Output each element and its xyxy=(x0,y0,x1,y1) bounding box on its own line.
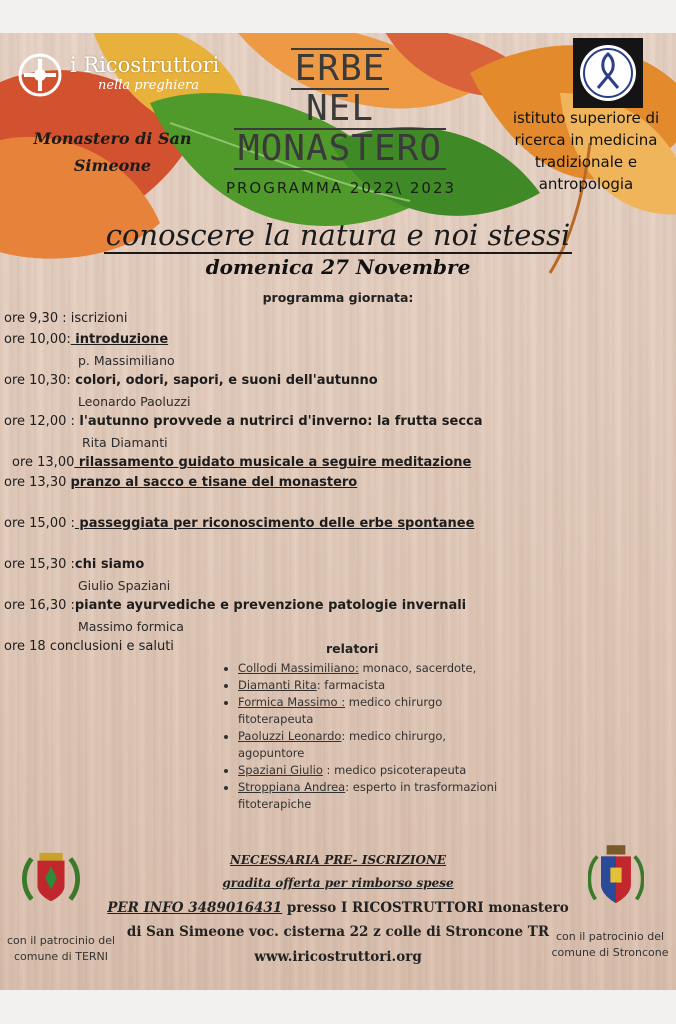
stroncone-crest-icon xyxy=(588,841,644,911)
schedule-row: ore 13,30 pranzo al sacco e tisane del monastero xyxy=(4,475,358,490)
schedule-row: ore 10,30: colori, odori, sapori, e suoni dell'autunno xyxy=(4,373,378,388)
terni-crest-icon xyxy=(22,848,80,908)
list-item: • Paoluzzi Leonardo: medico chirurgo, agopuntore xyxy=(238,728,508,762)
list-item: • Collodi Massimiliano: monaco, sacerdote, xyxy=(238,660,508,677)
list-item: • Formica Massimo : medico chirurgo fitoterapeuta xyxy=(238,694,508,728)
schedule-row: ore 16,30 :piante ayurvediche e prevenzione patologie invernali xyxy=(4,598,467,613)
info-line: PER INFO 3489016431 presso I RICOSTRUTTORI monastero xyxy=(107,900,569,916)
schedule-row: ore 15,00 : passeggiata per riconoscimento delle erbe spontanee xyxy=(4,516,475,531)
patrocinio-stroncone: con il patrocinio del comune di Stroncone xyxy=(551,930,669,959)
address-line: di San Simeone voc. cisterna 22 z colle di Stroncone TR xyxy=(126,924,550,940)
title-erbe: ERBE xyxy=(195,48,485,90)
iscrizione-notice: NECESSARIA PRE- ISCRIZIONE xyxy=(229,853,447,867)
offerta-notice: gradita offerta per rimborso spese xyxy=(222,876,454,890)
list-item: • Stroppiana Andrea: esperto in trasformazioni fitoterapiche xyxy=(238,779,508,813)
event-date: domenica 27 Novembre xyxy=(205,255,471,279)
poster-subtitle: conoscere la natura e noi stessi xyxy=(105,218,571,252)
relatori-heading: relatori xyxy=(326,641,379,656)
schedule-row: ore 18 conclusioni e saluti xyxy=(4,639,174,654)
event-poster xyxy=(0,33,676,990)
schedule-speaker: Giulio Spaziani xyxy=(78,578,171,593)
title-monastero: MONASTERO xyxy=(195,128,485,170)
relatori-list xyxy=(222,660,508,813)
website-link[interactable]: www.iricostruttori.org xyxy=(254,949,422,965)
institute-badge-icon xyxy=(573,38,643,108)
cross-circle-icon xyxy=(18,53,62,97)
list-item: • Spaziani Giulio : medico psicoterapeuta xyxy=(238,762,508,779)
schedule-row: ore 12,00 : l'autunno provvede a nutrirci d'inverno: la frutta secca xyxy=(4,414,483,429)
programma-label: PROGRAMMA 2022\ 2023 xyxy=(225,179,457,197)
monastery-name: Monastero di San Simeone xyxy=(33,129,192,175)
program-heading: programma giornata: xyxy=(262,290,414,305)
schedule-speaker: Rita Diamanti xyxy=(82,435,168,450)
schedule-speaker: p. Massimiliano xyxy=(78,353,175,368)
schedule-row: ore 9,30 : iscrizioni xyxy=(4,311,128,326)
institute-name: istituto superiore di ricerca in medicina tradizionale e antropologia xyxy=(512,109,660,193)
schedule-speaker: Leonardo Paoluzzi xyxy=(78,394,191,409)
list-item: • Diamanti Rita: farmacista xyxy=(238,677,508,694)
title-nel: NEL xyxy=(195,88,485,130)
org-subtitle: nella preghiera xyxy=(98,78,200,93)
patrocinio-terni: con il patrocinio del comune di TERNI xyxy=(6,934,116,963)
schedule-speaker: Massimo formica xyxy=(78,619,184,634)
schedule-row: ore 10,00: introduzione xyxy=(4,332,169,347)
schedule-row: ore 13,00 rilassamento guidato musicale a seguire meditazione xyxy=(12,455,472,470)
org-name: i Ricostruttori xyxy=(70,53,220,77)
schedule-row: ore 15,30 :chi siamo xyxy=(4,557,145,572)
